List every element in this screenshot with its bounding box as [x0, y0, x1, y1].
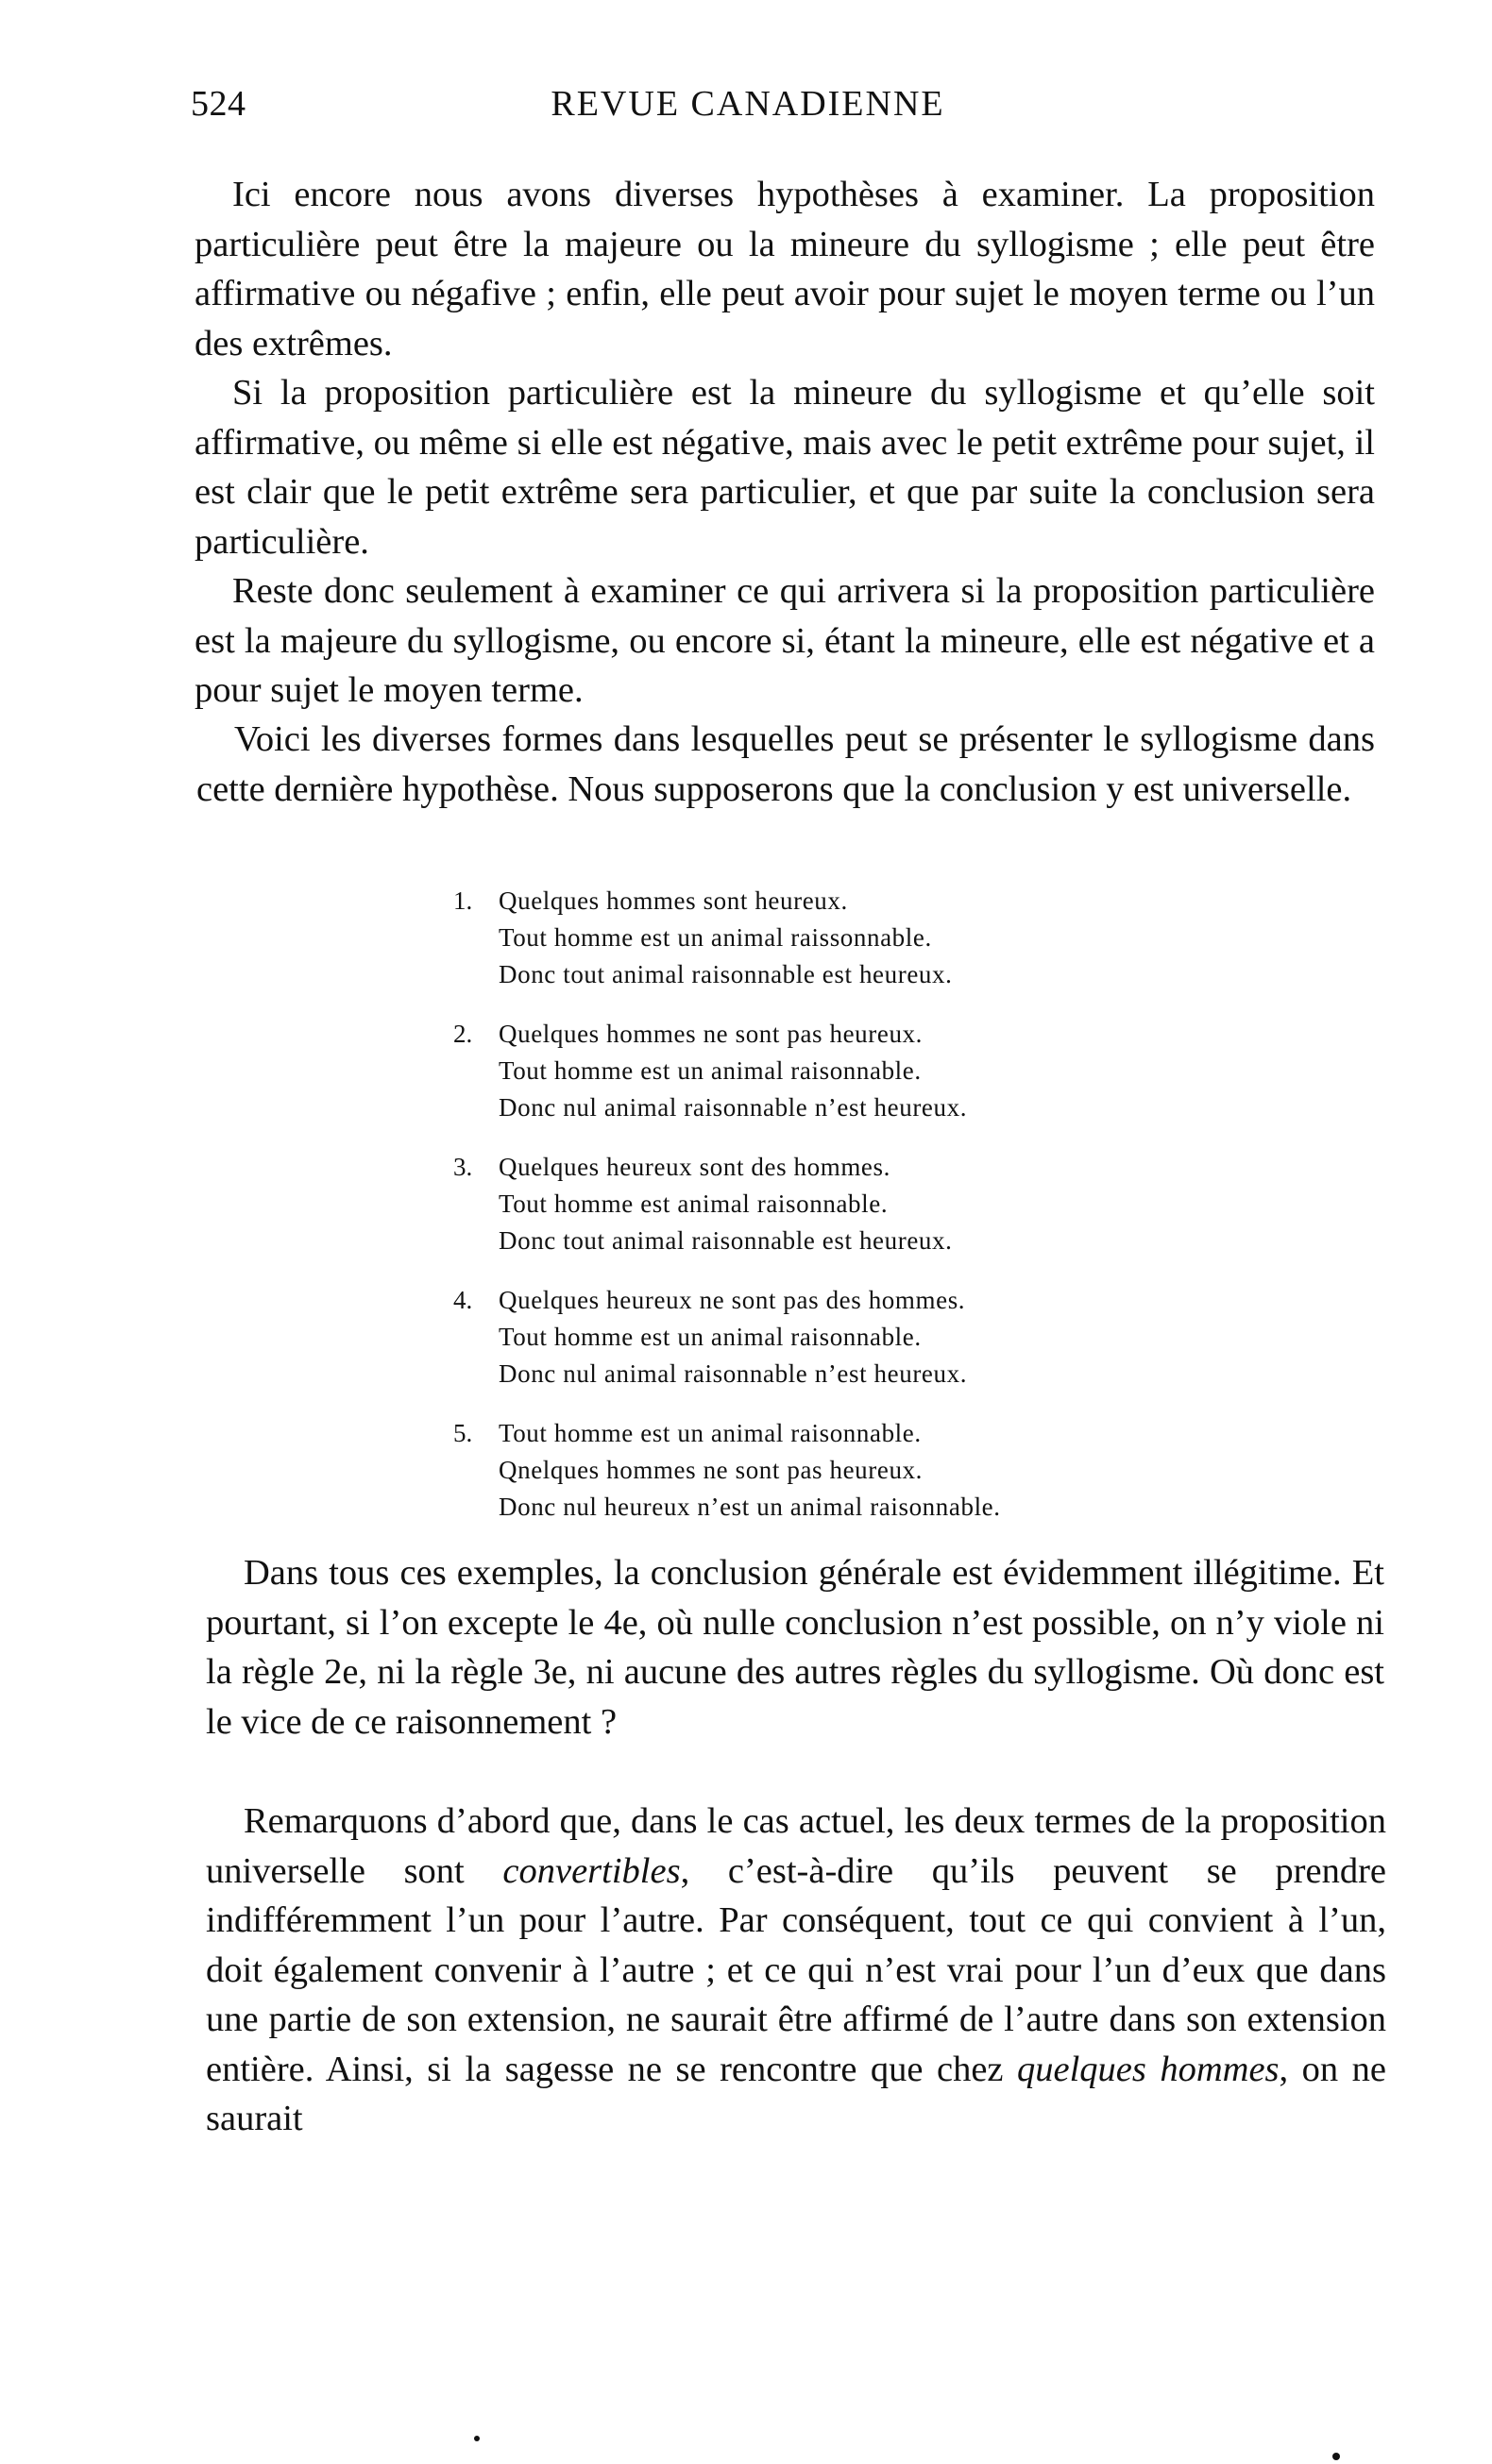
- paragraph-6: [206, 1797, 1386, 2144]
- example-number: 1.: [453, 886, 473, 915]
- example-number: 3.: [453, 1153, 473, 1181]
- italic-term-convertibles: convertibles: [502, 1850, 681, 1891]
- example-number: 5.: [453, 1419, 473, 1447]
- example-number: 4.: [453, 1286, 473, 1314]
- example-line: Tout homme est un animal raissonnable.: [499, 923, 932, 952]
- example-5: [453, 1415, 1171, 1526]
- running-head: REVUE CANADIENNE: [551, 84, 945, 124]
- italic-term-quelques-hommes: quelques hommes: [1017, 2049, 1280, 2089]
- page-number: 524: [191, 84, 246, 124]
- paragraph-6-text-3: , on ne saurait: [206, 2049, 1386, 2138]
- example-2: [453, 1016, 1171, 1126]
- example-3: [453, 1149, 1171, 1259]
- example-line: Donc nul animal raisonnable n’est heureux.: [499, 1359, 968, 1388]
- example-line: Donc nul animal raisonnable n’est heureux.: [499, 1093, 968, 1122]
- example-line: Quelques heureux sont des hommes.: [499, 1153, 890, 1181]
- example-4: [453, 1282, 1171, 1392]
- paragraph-2: Si la proposition particulière est la mineure du syllogisme et qu’elle soit affirmative, ou même si elle est négative, mais avec le petit extrême pour sujet, il est clair que le petit extrême sera particulier, et que par suite la conclusion sera particulière.: [195, 373, 1375, 562]
- paragraph-6-text-1: Remarquons d’abord que, dans le cas actuel, les deux termes de la proposition universelle sont: [206, 1801, 1386, 1891]
- example-1: [453, 883, 1171, 993]
- example-line: Quelques hommes ne sont pas heureux.: [499, 1020, 924, 1048]
- syllogism-examples: [453, 883, 1171, 1548]
- example-line: Donc tout animal raisonnable est heureux.: [499, 960, 953, 988]
- example-line: Tout homme est animal raisonnable.: [499, 1190, 889, 1218]
- paragraph-5: Dans tous ces exemples, la conclusion générale est évidemment illégitime. Et pourtant, si l’on excepte le 4e, où nulle conclusion n’est possible, on n’y viole ni la règle 2e, ni la règle 3e, ni aucune des autres règles du syllogisme. Où donc est le vice de ce raisonnement ?: [206, 1553, 1384, 1742]
- paragraph-6-text-2: , c’est-à-dire qu’ils peuvent se prendre indifféremment l’un pour l’autre. Par conséquent, tout ce qui convient à l’un, doit également convenir à l’autre ; et ce qui n’est vrai pour l’un d’eux que dans une partie de son extension, ne saurait être affirmé de l’autre dans son extension entière. Ainsi, si la sagesse ne se rencontre que chez: [206, 1850, 1386, 2089]
- paragraph-4: Voici les diverses formes dans lesquelles peut se présenter le syllogisme dans cette dernière hypothèse. Nous supposerons que la conclusion y est universelle.: [196, 719, 1375, 809]
- example-line: Quelques heureux ne sont pas des hommes.: [499, 1286, 966, 1314]
- example-line: Donc tout animal raisonnable est heureux.: [499, 1226, 953, 1255]
- example-line: Qnelques hommes ne sont pas heureux.: [499, 1456, 924, 1484]
- paragraph-1: Ici encore nous avons diverses hypothèses à examiner. La proposition particulière peut être la majeure ou la mineure du syllogisme ; elle peut être affirmative ou négafive ; enfin, elle peut avoir pour sujet le moyen terme ou l’un des extrêmes.: [195, 175, 1375, 363]
- example-line: Quelques hommes sont heureux.: [499, 886, 848, 915]
- page-header: [191, 83, 1305, 136]
- ink-spot: [474, 2436, 480, 2441]
- example-line: Tout homme est un animal raisonnable.: [499, 1056, 922, 1085]
- paragraph-3: Reste donc seulement à examiner ce qui arrivera si la proposition particulière est la majeure du syllogisme, ou encore si, étant la mineure, elle est négative et a pour sujet le moyen terme.: [195, 571, 1375, 710]
- ink-spot: [1332, 2453, 1340, 2460]
- example-line: Tout homme est un animal raisonnable.: [499, 1419, 922, 1447]
- example-line: Donc nul heureux n’est un animal raisonnable.: [499, 1493, 1001, 1521]
- example-number: 2.: [453, 1020, 473, 1048]
- example-line: Tout homme est un animal raisonnable.: [499, 1323, 922, 1351]
